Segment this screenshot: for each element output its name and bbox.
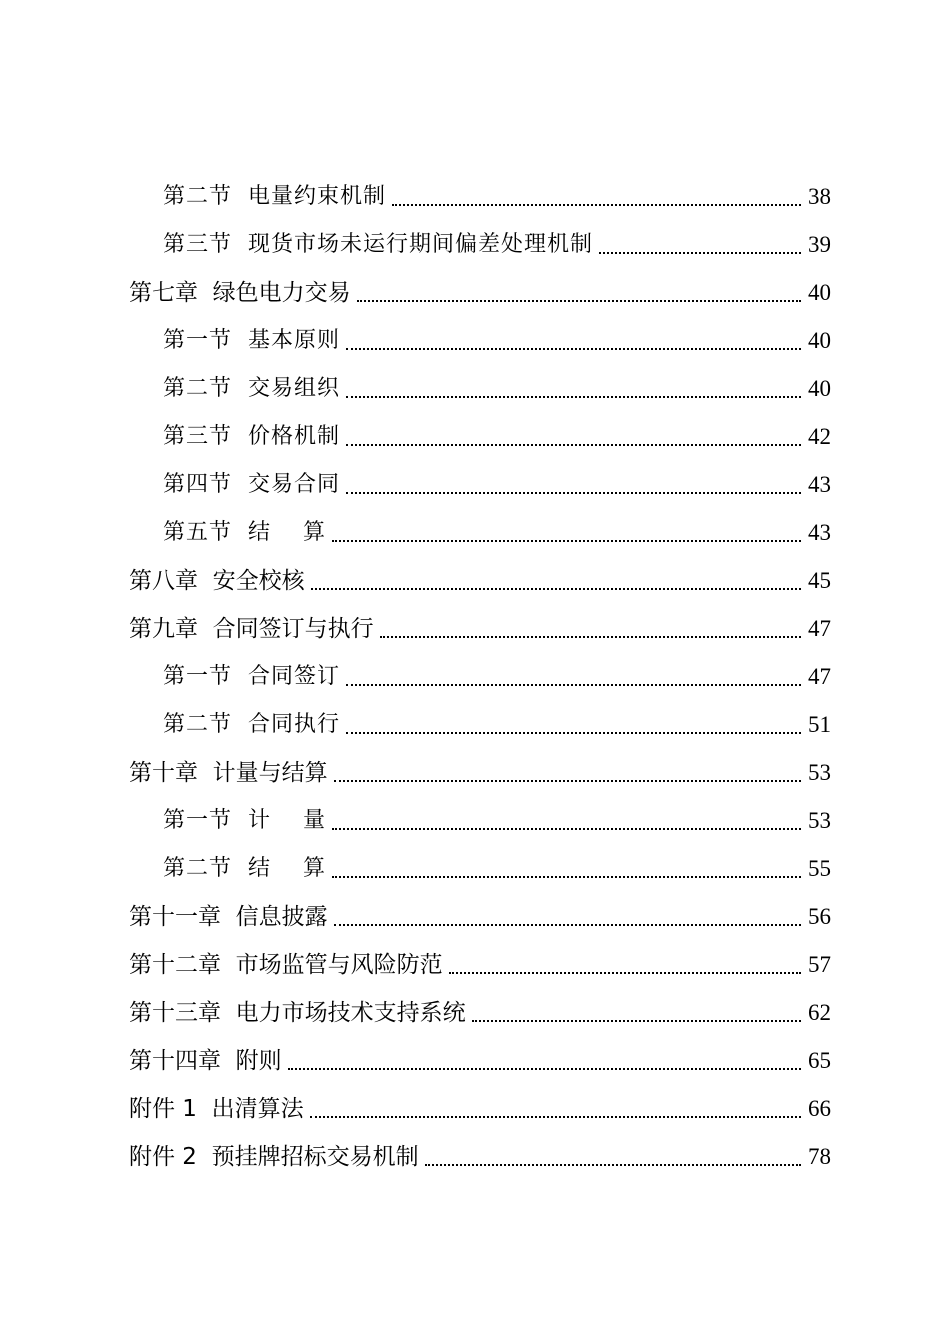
toc-dot-leader: [288, 1068, 801, 1070]
toc-dot-leader: [346, 348, 801, 350]
toc-dot-leader: [332, 876, 801, 878]
toc-dot-leader: [357, 300, 801, 302]
toc-entry[interactable]: [0, 509, 950, 557]
toc-page-number: 53: [808, 808, 831, 833]
toc-dot-leader: [449, 972, 801, 974]
toc-page-number: 55: [808, 856, 831, 881]
toc-entry-title: 第九章 合同签订与执行: [129, 616, 374, 642]
toc-entry-title: 第七章 绿色电力交易: [129, 280, 351, 306]
toc-page-number: 62: [808, 1000, 831, 1025]
toc-entry-title: 附件 2 预挂牌招标交易机制: [129, 1144, 419, 1170]
toc-dot-leader: [392, 204, 801, 206]
toc-page-number: 39: [808, 232, 831, 257]
toc-entry-title: 第八章 安全校核: [129, 568, 305, 594]
toc-entry-title: 附件 1 出清算法: [129, 1096, 304, 1122]
toc-page-number: 53: [808, 760, 831, 785]
toc-entry[interactable]: [0, 365, 950, 413]
toc-page-number: 40: [808, 376, 831, 401]
toc-entry-title: 第二节 交易组织: [163, 376, 340, 401]
toc-entry[interactable]: [0, 797, 950, 845]
toc-entry[interactable]: [0, 173, 950, 221]
toc-entry-title: 第二节 合同执行: [163, 712, 340, 737]
toc-entry[interactable]: [0, 605, 950, 653]
toc-entry-title: 第十二章 市场监管与风险防范: [129, 952, 443, 978]
toc-page-number: 45: [808, 568, 831, 593]
toc-entry-title: 第十一章 信息披露: [129, 904, 328, 930]
toc-entry[interactable]: [0, 557, 950, 605]
toc-entry[interactable]: [0, 1085, 950, 1133]
toc-entry[interactable]: [0, 989, 950, 1037]
toc-entry-title: 第十四章 附则: [129, 1048, 282, 1074]
toc-entry[interactable]: [0, 845, 950, 893]
toc-dot-leader: [380, 636, 801, 638]
toc-dot-leader: [332, 540, 801, 542]
toc-page-number: 47: [808, 664, 831, 689]
toc-dot-leader: [346, 444, 801, 446]
toc-page-number: 51: [808, 712, 831, 737]
toc-page-number: 56: [808, 904, 831, 929]
toc-dot-leader: [425, 1164, 801, 1166]
toc-entry[interactable]: [0, 653, 950, 701]
table-of-contents: [0, 173, 950, 1181]
toc-page-number: 65: [808, 1048, 831, 1073]
toc-entry-title: 第二节 结 算: [163, 856, 326, 881]
toc-entry[interactable]: [0, 317, 950, 365]
toc-dot-leader: [334, 924, 801, 926]
toc-page-number: 40: [808, 328, 831, 353]
toc-dot-leader: [346, 684, 801, 686]
toc-entry-title: 第十章 计量与结算: [129, 760, 328, 786]
toc-entry-title: 第三节 现货市场未运行期间偏差处理机制: [163, 232, 593, 257]
toc-entry-title: 第四节 交易合同: [163, 472, 340, 497]
toc-dot-leader: [346, 492, 801, 494]
toc-page-number: 42: [808, 424, 831, 449]
toc-entry[interactable]: [0, 1037, 950, 1085]
toc-page-number: 38: [808, 184, 831, 209]
toc-dot-leader: [599, 252, 801, 254]
toc-entry[interactable]: [0, 893, 950, 941]
toc-entry[interactable]: [0, 701, 950, 749]
toc-page-number: 57: [808, 952, 831, 977]
toc-page-number: 78: [808, 1144, 831, 1169]
toc-page-number: 66: [808, 1096, 831, 1121]
toc-page-number: 40: [808, 280, 831, 305]
toc-entry-title: 第五节 结 算: [163, 520, 326, 545]
toc-dot-leader: [346, 396, 801, 398]
toc-dot-leader: [310, 1116, 801, 1118]
toc-entry[interactable]: [0, 749, 950, 797]
toc-entry[interactable]: [0, 413, 950, 461]
toc-dot-leader: [332, 828, 801, 830]
toc-entry-title: 第二节 电量约束机制: [163, 184, 386, 209]
toc-dot-leader: [311, 588, 801, 590]
toc-dot-leader: [346, 732, 801, 734]
toc-dot-leader: [472, 1020, 801, 1022]
toc-page-number: 43: [808, 520, 831, 545]
toc-entry[interactable]: [0, 461, 950, 509]
toc-entry-title: 第一节 计 量: [163, 808, 326, 833]
toc-entry-title: 第一节 基本原则: [163, 328, 340, 353]
toc-page-number: 43: [808, 472, 831, 497]
toc-page-number: 47: [808, 616, 831, 641]
toc-entry[interactable]: [0, 1133, 950, 1181]
toc-entry-title: 第一节 合同签订: [163, 664, 340, 689]
toc-entry[interactable]: [0, 941, 950, 989]
toc-entry[interactable]: [0, 221, 950, 269]
toc-entry-title: 第三节 价格机制: [163, 424, 340, 449]
toc-dot-leader: [334, 780, 801, 782]
toc-entry-title: 第十三章 电力市场技术支持系统: [129, 1000, 466, 1026]
toc-entry[interactable]: [0, 269, 950, 317]
